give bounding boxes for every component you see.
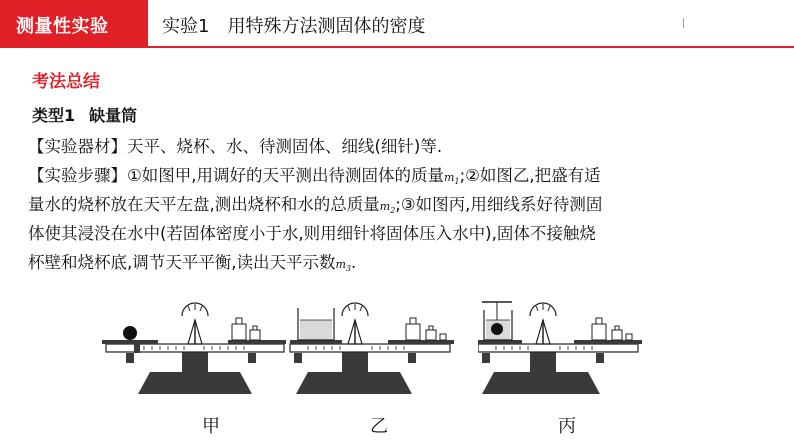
balance-figure-yi <box>288 296 468 396</box>
left-pan <box>478 340 522 344</box>
right-pan <box>574 340 642 344</box>
balance-figure-jia <box>100 296 290 396</box>
balance-figure-bing <box>478 296 658 396</box>
balance-base <box>138 352 252 394</box>
steps-text-2b: ;③如图丙,用细线系好待测固 <box>395 195 603 214</box>
steps-line-4 <box>28 248 356 283</box>
mass-m1: $m_1$ <box>444 171 460 187</box>
type-heading <box>32 103 151 126</box>
mass-m2: $m_2$ <box>379 200 396 216</box>
section-badge-label: 测量性实验 <box>16 16 109 37</box>
type-name: 缺量筒 <box>89 106 138 125</box>
left-pan <box>102 340 158 344</box>
weights <box>592 318 632 340</box>
solid-ball <box>123 326 137 340</box>
steps-text-1a: 【实验步骤】①如图甲,用调好的天平测出待测固体的质量 <box>28 166 445 185</box>
steps-line-3: 体使其浸没在水中(若固体密度小于水,则用细针将固体压入水中),固体不接触烧 <box>28 224 596 243</box>
pointer-dial <box>530 303 556 344</box>
weights <box>232 318 260 340</box>
header-tick-mark <box>683 18 684 28</box>
balance-base <box>296 352 412 394</box>
section-badge <box>0 0 148 48</box>
figure-label-bing: 丙 <box>558 416 576 437</box>
type-label: 类型1 <box>32 106 76 125</box>
steps-text-1b: ;②如图乙,把盛有适 <box>459 166 601 185</box>
steps-text-2a: 量水的烧杯放在天平左盘,测出烧杯和水的总质量 <box>28 195 380 214</box>
steps-text-4a: 杯壁和烧杯底,调节天平平衡,读出天平示数 <box>28 253 336 272</box>
page-title: 实验1 用特殊方法测固体的密度 <box>162 16 426 37</box>
header-divider <box>0 46 794 48</box>
right-pan <box>228 340 286 344</box>
pointer-dial <box>182 303 208 344</box>
beaker-with-water <box>298 308 334 340</box>
steps-text-4b: . <box>351 253 357 272</box>
beaker-with-solid <box>482 302 512 340</box>
mass-m3: $m_3$ <box>335 258 352 274</box>
balance-beam <box>290 344 450 363</box>
balance-beam <box>478 344 638 363</box>
pointer-dial <box>342 303 368 344</box>
weights <box>406 318 446 340</box>
submerged-solid <box>491 323 503 335</box>
figure-label-jia: 甲 <box>202 416 220 437</box>
balance-base <box>482 352 600 394</box>
section-heading: 考法总结 <box>32 72 100 92</box>
left-pan <box>290 340 342 344</box>
right-pan <box>388 340 454 344</box>
header-bar <box>0 0 794 48</box>
figure-label-yi: 乙 <box>370 416 388 437</box>
equipment-paragraph: 【实验器材】天平、烧杯、水、待测固体、细线(细针)等. <box>28 137 443 156</box>
